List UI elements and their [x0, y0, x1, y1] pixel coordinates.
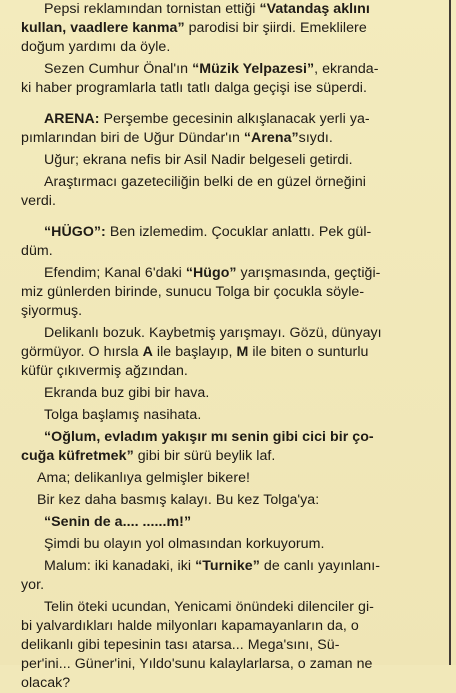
paragraph-ama: [21, 469, 439, 488]
text-line: Telin öteki ucundan, Yenicami önündeki dilenciler gi-: [44, 599, 374, 615]
paragraph-delikanli: [21, 324, 439, 381]
text-line: Malum: iki kanadaki, iki “Turnike” de canlı yayınlanı-: [44, 558, 380, 574]
text-line: bi yalvardıkları halde milyonları kapamayanların da, o: [21, 618, 359, 634]
article-text-column: [21, 0, 439, 693]
text-line: delikanlı gibi tepesinin tası atarsa... Mega'sını, Sü-: [21, 637, 340, 653]
text-line: “Oğlum, evladım yakışır mı senin gibi cici bir ço-: [44, 429, 374, 445]
text-line: Şimdi bu olayın yol olmasından korkuyorum.: [44, 536, 325, 552]
text-line: küfür çıkıvermiş ağzından.: [21, 363, 188, 379]
paragraph-hugo: [21, 223, 439, 261]
text-line: kullan, vaadlere kanma” parodisi bir şiirdi. Emeklilere: [21, 20, 367, 36]
text-line: Bir kez daha basmış kalayı. Bu kez Tolga'ya:: [37, 492, 320, 508]
text-line: Efendim; Kanal 6'daki “Hügo” yarışmasında, geçtiği-: [44, 265, 381, 281]
paragraph-pepsi-parody: [21, 0, 439, 57]
paragraph-buz-gibi: [21, 384, 439, 403]
text-line: Pepsi reklamından tornistan ettiği “Vatandaş aklını: [44, 1, 370, 17]
text-line: Araştırmacı gazeteciliğin belki de en güzel örneğini: [44, 174, 366, 190]
paragraph-simdi: [21, 535, 439, 554]
paragraph-bir-kez-daha: [21, 491, 439, 510]
paragraph-arena: [21, 110, 439, 148]
text-line: “HÜGO”: Ben izlemedim. Çocuklar anlattı. Pek gül-: [44, 224, 372, 240]
text-line: verdi.: [21, 193, 56, 209]
paragraph-turnike: [21, 557, 439, 595]
text-line: Tolga başlamış nasihata.: [44, 407, 202, 423]
paragraph-oglum: [21, 428, 439, 466]
text-line: şiyormuş.: [21, 303, 83, 319]
text-line: Uğur; ekrana nefis bir Asil Nadir belgeseli getirdi.: [44, 152, 353, 168]
text-line: olacak?: [21, 675, 71, 691]
text-line: Sezen Cumhur Önal'ın “Müzik Yelpazesi”, ekranda-: [44, 61, 379, 77]
text-line: düm.: [21, 243, 53, 259]
paragraph-nasihat: [21, 406, 439, 425]
text-line: Ekranda buz gibi bir hava.: [44, 385, 210, 401]
text-line: ki haber programlarla tatlı tatlı dalga geçişi ise süperdi.: [21, 80, 367, 96]
text-line: cuğa küfretmek” gibi bir sürü beylik laf.: [21, 448, 276, 464]
paragraph-quote-senin-de: [21, 513, 439, 532]
paragraph-asil-nadir: [21, 151, 439, 170]
text-line: Ama; delikanlıya gelmişler bikere!: [37, 470, 251, 486]
text-line: ARENA: Perşembe gecesinin alkışlanacak yerli ya-: [44, 111, 370, 127]
paragraph-kanal6: [21, 264, 439, 321]
paragraph-muzik-yelpazesi: [21, 60, 439, 98]
text-line: doğum yardımı da öyle.: [21, 39, 171, 55]
text-line: miz günlerden birinde, sunucu Tolga bir çocukla söyle-: [21, 284, 365, 300]
text-line: yor.: [21, 577, 45, 593]
column-rule: [449, 0, 451, 665]
text-line: pımlarından biri de Uğur Dündar'ın “Arena”sıydı.: [21, 130, 333, 146]
paragraph-telin-oteki-ucundan: [21, 598, 439, 693]
text-line: “Senin de a.... ......m!”: [44, 514, 192, 530]
text-line: per'ini... Güner'ini, Yıldo'sunu kalaylarlarsa, o zaman ne: [21, 656, 373, 672]
text-line: Delikanlı bozuk. Kaybetmiş yarışmayı. Gözü, dünyayı: [44, 325, 382, 341]
text-line: görmüyor. O hırsla A ile başlayıp, M ile biten o sunturlu: [21, 344, 369, 360]
paragraph-arastirmaci: [21, 173, 439, 211]
